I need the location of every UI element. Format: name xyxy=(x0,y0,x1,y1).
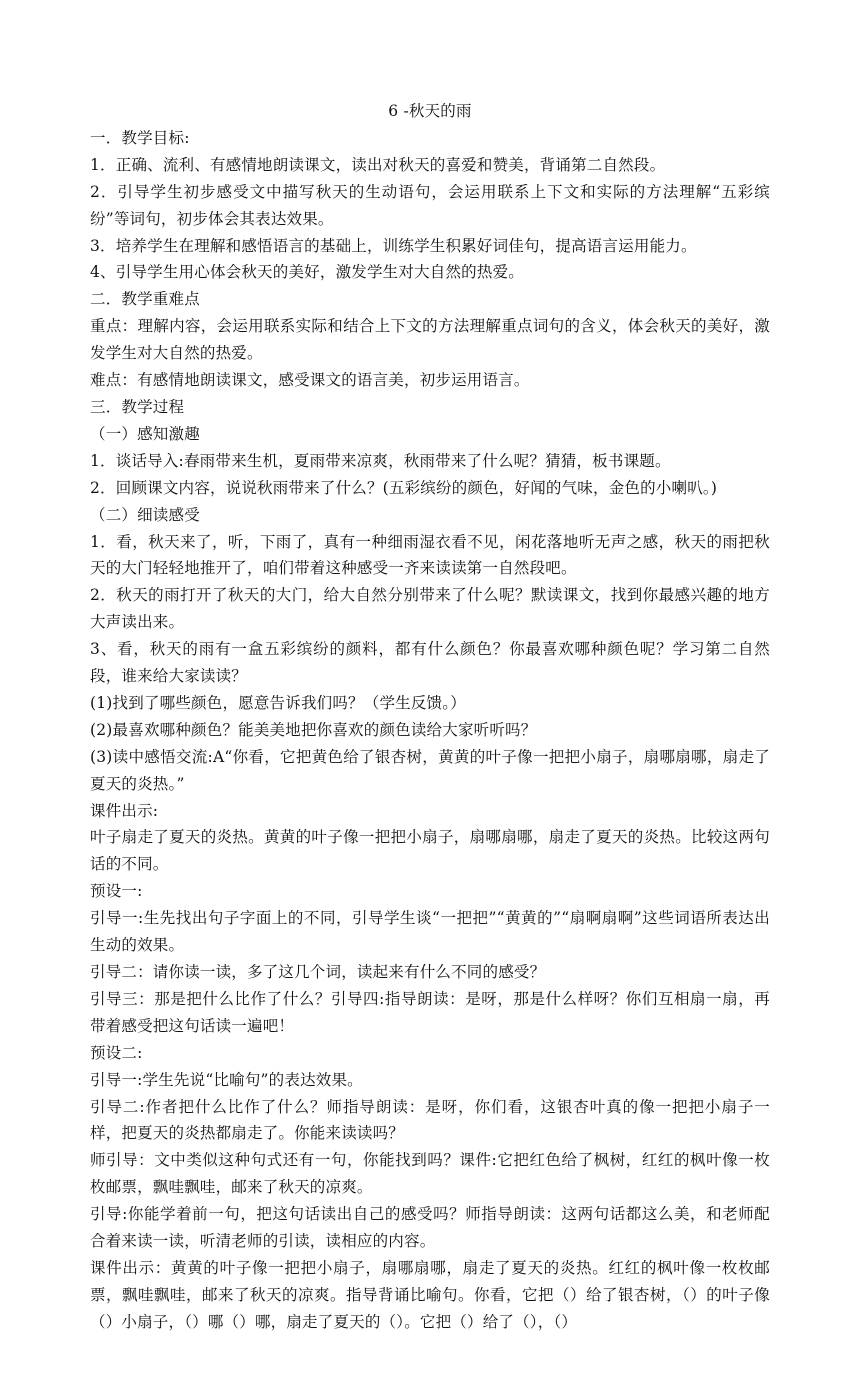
goal-item: 3．培养学生在理解和感悟语言的基础上，训练学生积累好词佳句，提高语言运用能力。 xyxy=(90,236,697,255)
guide-text: 引导一:学生先说“比喻句”的表达效果。 xyxy=(90,1070,363,1089)
sub-item: (3)读中感悟交流:A“你看，它把黄色给了银杏树，黄黄的叶子像一把把小扇子，扇哪扇哪，扇走了夏天的炎热。” xyxy=(90,747,770,793)
goal-item: 4、引导学生用心体会秋天的美好，激发学生对大自然的热爱。 xyxy=(90,263,524,282)
guide-text: 引导三：那是把什么比作了什么？引导四:指导朗读：是呀，那是什么样呀？你们互相扇一扇，再带着感受把这句话读一遍吧！ xyxy=(90,989,770,1035)
heading-teaching-process: 三．教学过程 xyxy=(90,397,185,416)
document-body xyxy=(90,125,770,1336)
process-item: 1．谈话导入:春雨带来生机，夏雨带来凉爽，秋雨带来了什么呢？猜猜，板书课题。 xyxy=(90,451,671,470)
guide-text: 引导:你能学着前一句，把这句话读出自己的感受吗？师指导朗读：这两句话都这么美，和老师配合着来读一读，听清老师的引读，读相应的内容。 xyxy=(90,1205,770,1251)
heading-teaching-goals: 一．教学目标: xyxy=(90,128,190,147)
document-title: 6 -秋天的雨 xyxy=(388,102,472,120)
process-item: 1．看，秋天来了，听，下雨了，真有一种细雨湿衣看不见，闲花落地听无声之感，秋天的雨把秋天的大门轻轻地推开了，咱们带着这种感受一齐来读读第一自然段吧。 xyxy=(90,532,770,578)
goal-item: 1．正确、流利、有感情地朗读课文，读出对秋天的喜爱和赞美，背诵第二自然段。 xyxy=(90,155,666,174)
sub-item: (2)最喜欢哪种颜色？能美美地把你喜欢的颜色读给大家听听吗？ xyxy=(90,720,537,739)
process-item: 3、看，秋天的雨有一盒五彩缤纷的颜料，都有什么颜色？你最喜欢哪种颜色呢？学习第二自然段，谁来给大家读读？ xyxy=(90,640,770,686)
courseware-label: 课件出示: xyxy=(90,801,159,820)
guide-text: 引导二：请你读一读，多了这几个词，读起来有什么不同的感受？ xyxy=(90,963,546,981)
guide-text: 师引导：文中类似这种句式还有一句，你能找到吗？课件:它把红色给了枫树，红红的枫叶像一枚枚邮票，飘哇飘哇，邮来了秋天的凉爽。 xyxy=(90,1151,770,1197)
guide-text: 引导二:作者把什么比作了什么？师指导朗读：是呀，你们看，这银杏叶真的像一把把小扇子一样，把夏天的炎热都扇走了。你能来读读吗？ xyxy=(90,1097,770,1143)
courseware-text: 叶子扇走了夏天的炎热。黄黄的叶子像一把把小扇子，扇哪扇哪，扇走了夏天的炎热。比较这两句话的不同。 xyxy=(90,828,770,874)
subheading-perception: （一）感知激趣 xyxy=(90,424,200,443)
subheading-close-reading: （二）细读感受 xyxy=(90,505,200,524)
process-item: 2．回顾课文内容，说说秋雨带来了什么？(五彩缤纷的颜色，好闻的气味，金色的小喇叭。) xyxy=(90,478,718,497)
preset-label: 预设一: xyxy=(90,882,143,901)
guide-text: 引导一:生先找出句子字面上的不同，引导学生谈“一把把”“黄黄的”“扇啊扇啊”这些词语所表达出生动的效果。 xyxy=(90,909,770,955)
heading-key-points: 二．教学重难点 xyxy=(90,290,200,309)
difficult-point-text: 难点：有感情地朗读课文，感受课文的语言美，初步运用语言。 xyxy=(90,371,530,390)
preset-label: 预设二: xyxy=(90,1043,143,1062)
process-item: 2．秋天的雨打开了秋天的大门，给大自然分别带来了什么呢？默读课文，找到你最感兴趣的地方大声读出来。 xyxy=(90,586,770,632)
key-point-text: 重点：理解内容，会运用联系实际和结合上下文的方法理解重点词句的含义，体会秋天的美好，激发学生对大自然的热爱。 xyxy=(90,317,770,363)
courseware-text: 课件出示：黄黄的叶子像一把把小扇子，扇哪扇哪，扇走了夏天的炎热。红红的枫叶像一枚枚邮票，飘哇飘哇，邮来了秋天的凉爽。指导背诵比喻句。你看，它把（）给了银杏树，（）的叶子像（）小扇子，（）哪（）哪，扇走了夏天的（）。它把（）给了（），（） xyxy=(90,1258,770,1331)
document-page xyxy=(90,98,770,1336)
goal-item: 2．引导学生初步感受文中描写秋天的生动语句，会运用联系上下文和实际的方法理解“五彩缤纷”等词句，初步体会其表达效果。 xyxy=(90,182,770,228)
sub-item: (1)找到了哪些颜色，愿意告诉我们吗？（学生反馈。） xyxy=(90,693,466,712)
